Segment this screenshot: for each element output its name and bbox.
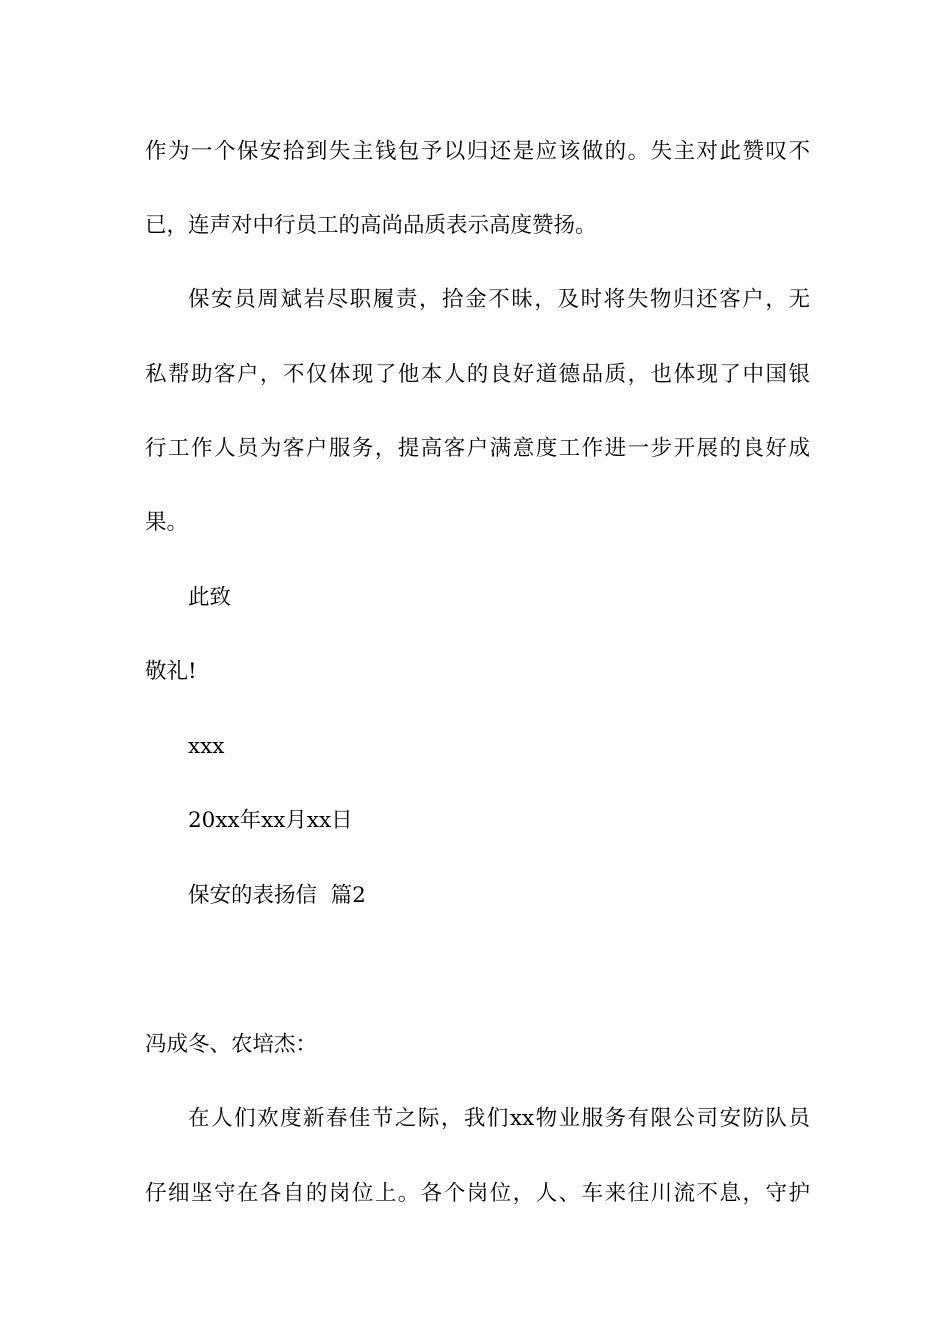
paragraph-1-line-2: 已，连声对中行员工的高尚品质表示高度赞扬。 xyxy=(145,213,597,238)
section-title: 保安的表扬信 篇2 xyxy=(188,883,366,908)
paragraph-2-line-4: 果。 xyxy=(145,510,189,535)
salutation: 冯成冬、农培杰： xyxy=(145,1032,318,1057)
closing-salute: 敬礼! xyxy=(145,659,197,684)
closing-greeting: 此致 xyxy=(188,585,232,610)
date: 20xx年xx月xx日 xyxy=(188,808,353,833)
paragraph-2-line-1: 保安员周斌岩尽职履责，拾金不昧，及时将失物归还客户，无 xyxy=(188,287,810,312)
paragraph-1-line-1: 作为一个保安拾到失主钱包予以归还是应该做的。失主对此赞叹不 xyxy=(145,139,810,164)
paragraph-2-line-3: 行工作人员为客户服务，提高客户满意度工作进一步开展的良好成 xyxy=(145,436,810,461)
paragraph-3-line-1: 在人们欢度新春佳节之际，我们xx物业服务有限公司安防队员 xyxy=(188,1106,810,1131)
paragraph-2-line-2: 私帮助客户，不仅体现了他本人的良好道德品质，也体现了中国银 xyxy=(145,362,810,387)
paragraph-3-line-2: 仔细坚守在各自的岗位上。各个岗位，人、车来往川流不息，守护 xyxy=(145,1181,810,1206)
signature: xxx xyxy=(188,734,225,759)
